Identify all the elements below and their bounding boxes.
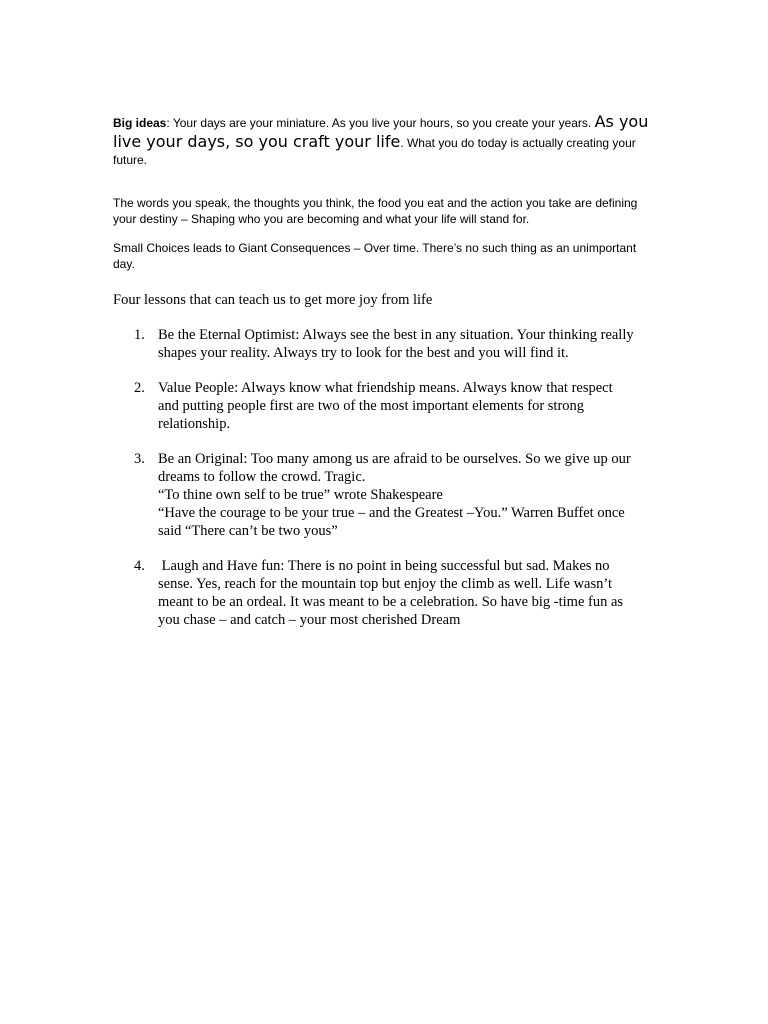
lesson-number: 4. <box>134 558 145 574</box>
lesson-line: meant to be an ordeal. It was meant to be a celebration. So have big -time fun as <box>158 594 624 610</box>
lesson-line: Be an Original: Too many among us are afraid to be ourselves. So we give up our <box>158 451 631 467</box>
lesson-line: said “There can’t be two yous” <box>158 523 338 539</box>
lesson-number: 1. <box>134 327 145 343</box>
big-ideas-label: Big ideas <box>113 116 167 130</box>
small-choices-paragraph: Small Choices leads to Giant Consequences – Over time. There’s no such thing as an unimportant day. <box>113 241 637 271</box>
lesson-line: shapes your reality. Always try to look for the best and you will find it. <box>158 345 569 361</box>
lesson-line: sense. Yes, reach for the mountain top but enjoy the climb as well. Life wasn’t <box>158 576 612 592</box>
big-ideas-separator: : <box>166 116 173 130</box>
lesson-line: “To thine own self to be true” wrote Shakespeare <box>158 487 443 503</box>
lesson-item-2 <box>113 379 673 433</box>
lessons-list <box>113 326 673 646</box>
lesson-line: you chase – and catch – your most cherished Dream <box>158 612 461 628</box>
big-ideas-text: Your days are your miniature. As you live your hours, so you create your years. <box>172 116 595 130</box>
big-ideas-quote: As you live your days, so you craft your life <box>113 112 649 151</box>
words-paragraph: The words you speak, the thoughts you think, the food you eat and the action you take are defining your destiny – Shaping who you are becoming and what your life will stand for. <box>113 196 638 226</box>
big-ideas-paragraph <box>113 112 653 168</box>
lesson-line: Value People: Always know what friendship means. Always know that respect <box>158 380 613 396</box>
lesson-line: Laugh and Have fun: There is no point in being successful but sad. Makes no <box>158 558 610 574</box>
lesson-item-3 <box>113 450 673 540</box>
lesson-item-4 <box>113 557 673 629</box>
lessons-heading: Four lessons that can teach us to get more joy from life <box>113 292 433 308</box>
lesson-number: 2. <box>134 380 145 396</box>
lesson-line: Be the Eternal Optimist: Always see the best in any situation. Your thinking really <box>158 327 634 343</box>
lesson-line: “Have the courage to be your true – and the Greatest –You.” Warren Buffet once <box>158 505 625 521</box>
lesson-line: relationship. <box>158 416 231 432</box>
lesson-number: 3. <box>134 451 145 467</box>
lesson-item-1 <box>113 326 673 362</box>
lesson-line: dreams to follow the crowd. Tragic. <box>158 469 366 485</box>
lesson-line: and putting people first are two of the most important elements for strong <box>158 398 585 414</box>
big-ideas-tail: . What you do today is actually creating your future. <box>113 136 636 167</box>
